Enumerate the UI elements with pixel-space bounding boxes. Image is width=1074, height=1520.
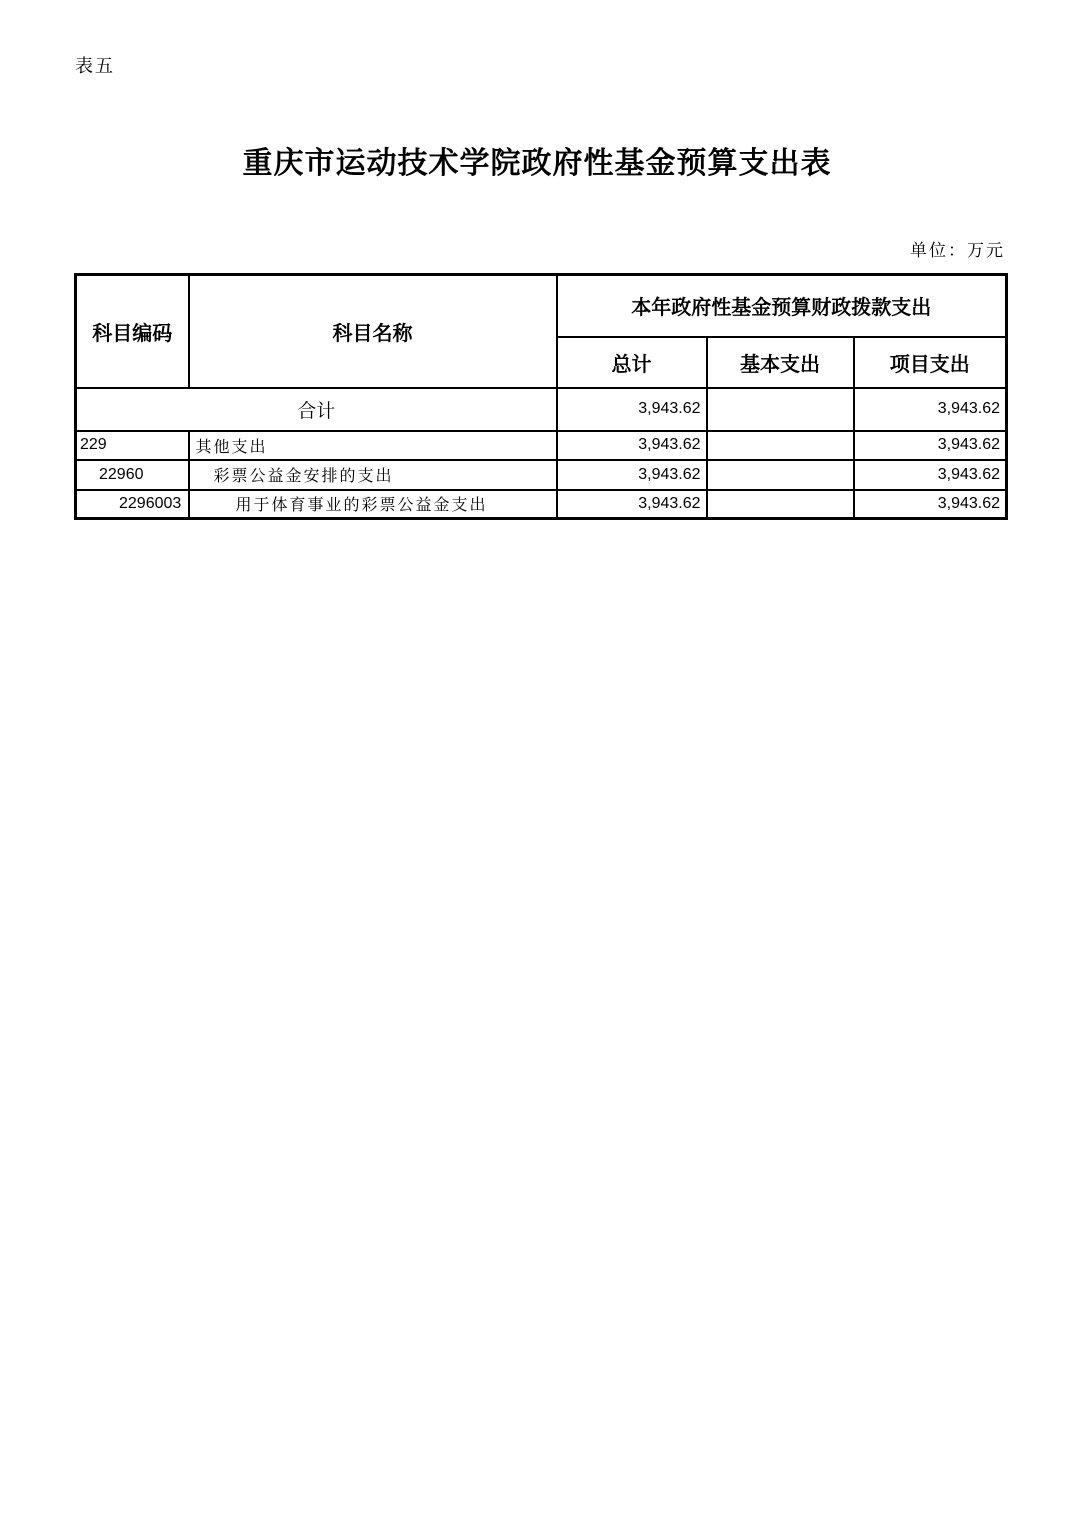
row-basic <box>707 460 854 490</box>
row-name: 用于体育事业的彩票公益金支出 <box>189 490 557 519</box>
row-total: 3,943.62 <box>557 431 707 460</box>
header-cell-name: 科目名称 <box>189 275 557 388</box>
row-basic <box>707 490 854 519</box>
header-row-group <box>76 275 1007 337</box>
page-tag: 表五 <box>75 56 115 77</box>
unit-label: 单位：万元 <box>910 241 1005 261</box>
page-title: 重庆市运动技术学院政府性基金预算支出表 <box>242 146 832 181</box>
row-code: 229 <box>76 431 189 460</box>
row-code: 22960 <box>76 460 189 490</box>
header-cell-code: 科目编码 <box>76 275 189 388</box>
row-project: 3,943.62 <box>854 490 1007 519</box>
row-basic <box>707 431 854 460</box>
header-cell-basic: 基本支出 <box>707 337 854 388</box>
table-row <box>76 490 1007 519</box>
row-project: 3,943.62 <box>854 431 1007 460</box>
table-row <box>76 431 1007 460</box>
budget-table <box>74 273 1008 520</box>
summary-row <box>76 388 1007 431</box>
summary-total: 3,943.62 <box>557 388 707 431</box>
table-row <box>76 460 1007 490</box>
header-cell-project: 项目支出 <box>854 337 1007 388</box>
row-total: 3,943.62 <box>557 460 707 490</box>
header-cell-total: 总计 <box>557 337 707 388</box>
row-total: 3,943.62 <box>557 490 707 519</box>
summary-project: 3,943.62 <box>854 388 1007 431</box>
summary-basic <box>707 388 854 431</box>
row-name: 彩票公益金安排的支出 <box>189 460 557 490</box>
header-cell-group: 本年政府性基金预算财政拨款支出 <box>557 275 1007 337</box>
row-code: 2296003 <box>76 490 189 519</box>
row-name: 其他支出 <box>189 431 557 460</box>
summary-label: 合计 <box>76 388 557 431</box>
row-project: 3,943.62 <box>854 460 1007 490</box>
